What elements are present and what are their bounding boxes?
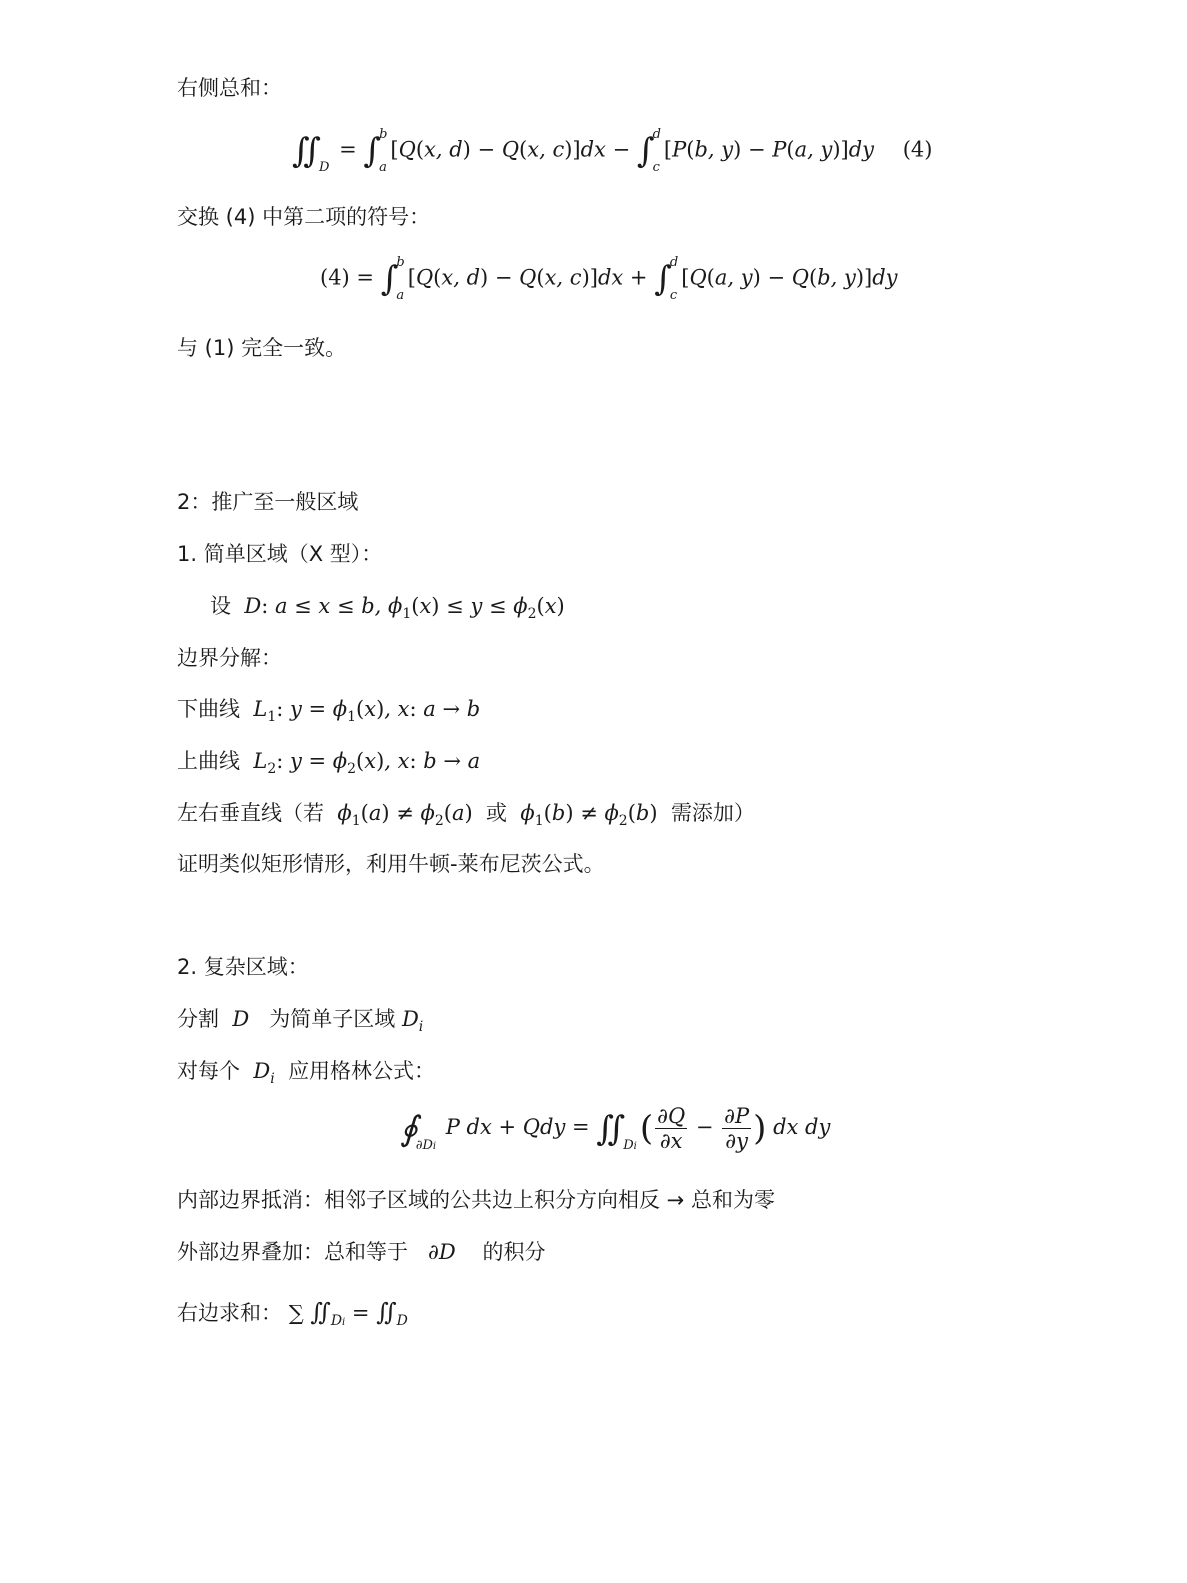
sum-equation: ∑ $∬_{Di}$ = $∬_D$ (288, 1298, 408, 1329)
domain-definition: D: a ≤ x ≤ b, $\phi_1(x) \le y \le \phi_2(x)$ (237, 594, 565, 622)
vertical-prefix: 左右垂直线（若 (177, 801, 324, 825)
split-line (177, 1004, 423, 1042)
split-suffix: 为简单子区域 (269, 1007, 396, 1031)
right-sum-label: 右侧总和： (177, 76, 282, 100)
vertical-suffix: 需添加） (670, 801, 755, 825)
boundary-symbol: ∂D (414, 1240, 476, 1264)
vertical-or: 或 (486, 801, 508, 825)
set-prefix: 设 (210, 594, 231, 618)
right-side-sum-label: 右边求和： (177, 1301, 282, 1325)
vertical-cond-1: $\phi_1(a) \ne \phi_2(a)$ (330, 801, 473, 829)
upper-curve-label: 上曲线 (177, 749, 240, 773)
apply-prefix: 对每个 (177, 1059, 240, 1083)
green-formula: ∮ ∂Di P dx + Qdy = ∬ Di ( $\frac{\partial Q}{\partial x}$ − $\frac{\partial P}{\partial y}$ ) dx dy (400, 1104, 831, 1154)
apply-subregion: $D_i$ (246, 1059, 275, 1087)
split-prefix: 分割 (177, 1007, 219, 1031)
equation-number: (4) (902, 137, 933, 162)
swap-equation: (4) = ∫ b a [Q(x, d) − Q(x, c)]dx + ∫ d c [Q(a, y) − Q(b, y)]dy (320, 255, 898, 303)
upper-curve-eq: $L_2$: $y = \phi_2(x)$, x: b → a (246, 749, 481, 777)
external-prefix: 外部边界叠加：总和等于 (177, 1240, 408, 1264)
section-2-heading: 2：推广至一般区域 (177, 490, 359, 514)
lower-curve-line (177, 694, 480, 732)
apply-suffix: 应用格林公式： (288, 1059, 436, 1083)
split-domain: D (225, 1007, 263, 1031)
consistent-label: 与 (1) 完全一致。 (177, 336, 347, 360)
internal-boundary-note: 内部边界抵消：相邻子区域的公共边上积分方向相反 → 总和为零 (177, 1188, 775, 1212)
external-suffix: 的积分 (482, 1240, 546, 1264)
simple-region-heading: 1. 简单区域（X 型）： (177, 542, 383, 566)
swap-sign-label: 交换 (4) 中第二项的符号： (177, 205, 431, 229)
external-boundary-line (177, 1237, 545, 1267)
subregion-symbol: $D_i$ (401, 1007, 424, 1035)
complex-region-heading: 2. 复杂区域： (177, 955, 309, 979)
lower-curve-eq: $L_1$: $y = \phi_1(x)$, x: a → b (246, 697, 481, 725)
set-domain-line (210, 591, 565, 629)
equation-4: ∬ D = ∫ b a [Q(x, d) − Q(x, c)]dx − ∫ d c [P(b, y) − P(a, y)]dy (4) (292, 127, 933, 175)
apply-green-line (177, 1056, 435, 1094)
lower-curve-label: 下曲线 (177, 697, 240, 721)
upper-curve-line (177, 746, 480, 784)
proof-note: 证明类似矩形情形，利用牛顿-莱布尼茨公式。 (177, 852, 605, 876)
right-side-sum-line (177, 1297, 408, 1338)
vertical-cond-2: $\phi_1(b) \ne \phi_2(b)$ (513, 801, 658, 829)
boundary-label: 边界分解： (177, 646, 282, 670)
vertical-lines-line (177, 798, 755, 836)
